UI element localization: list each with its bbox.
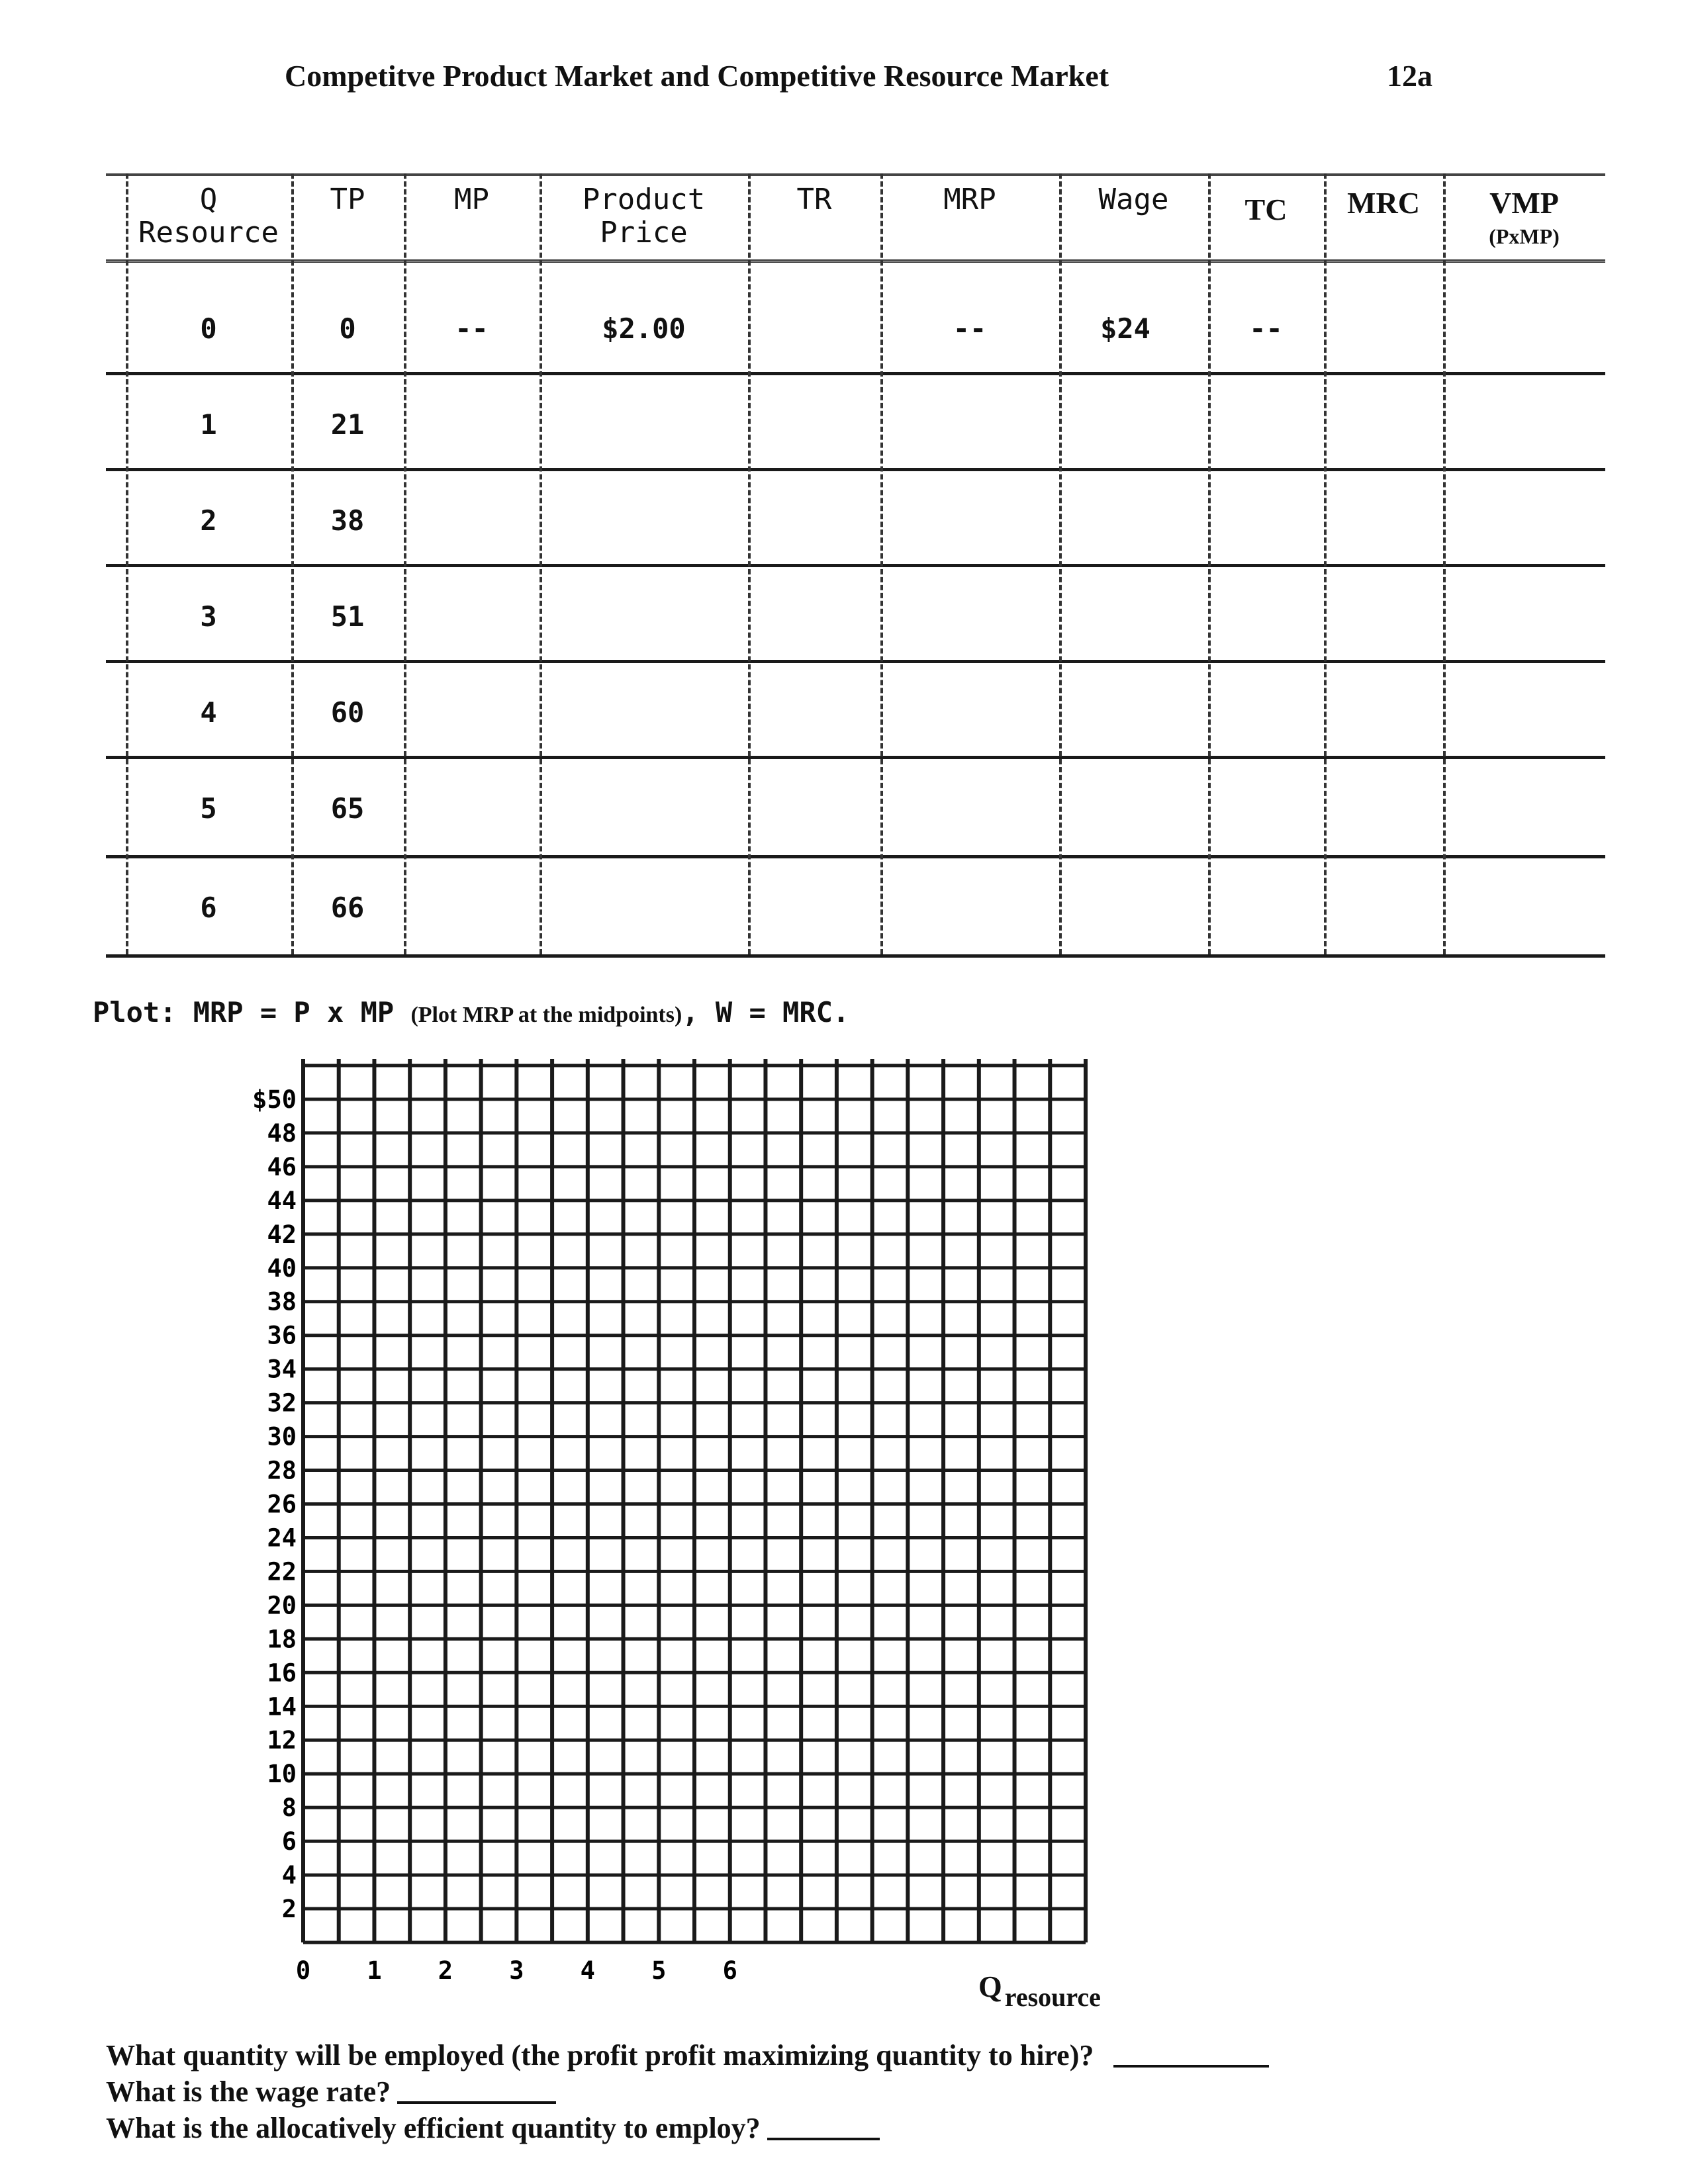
x-tick-label: 5: [651, 1956, 667, 1985]
y-tick-label: 36: [267, 1321, 297, 1350]
y-tick-label: 24: [267, 1524, 297, 1553]
y-tick-label: 4: [281, 1861, 297, 1890]
y-tick-label: 44: [267, 1186, 297, 1215]
col-header-wage: Wage: [1098, 183, 1169, 216]
plot-instruction-note: (Plot MRP at the midpoints): [410, 1003, 682, 1027]
y-tick-label: 30: [267, 1422, 297, 1451]
y-tick-label: 6: [281, 1827, 297, 1856]
cell-q: 3: [200, 600, 217, 633]
answer-blank[interactable]: [397, 2075, 556, 2104]
answer-blank[interactable]: [1113, 2038, 1269, 2068]
y-tick-label: 48: [267, 1118, 297, 1148]
y-tick-label: 10: [267, 1760, 297, 1789]
cell-tp: 60: [330, 696, 365, 729]
cell-wage: $24: [1100, 312, 1150, 345]
y-tick-label: 2: [281, 1895, 297, 1924]
cell-q: 5: [200, 792, 217, 825]
col-header-tc: TC: [1244, 193, 1288, 226]
cell-mp: --: [455, 312, 489, 345]
col-header-mp: MP: [454, 183, 489, 216]
cell-q: 0: [200, 312, 217, 345]
x-tick-label: 4: [580, 1956, 595, 1985]
cell-q: 6: [200, 891, 217, 924]
cell-tp: 51: [330, 600, 365, 633]
y-tick-label: 28: [267, 1456, 297, 1485]
y-tick-label: 38: [267, 1287, 297, 1316]
answer-blank[interactable]: [767, 2111, 880, 2140]
y-tick-label: 26: [267, 1490, 297, 1519]
cell-tp: 66: [330, 891, 365, 924]
col-header-tr: TR: [796, 183, 832, 216]
cell-q: 4: [200, 696, 217, 729]
y-tick-label: 34: [267, 1355, 297, 1384]
y-tick-label: 40: [267, 1253, 297, 1283]
question-efficient-quantity: What is the allocatively efficient quantity to employ?: [106, 2111, 880, 2145]
y-tick-label: 22: [267, 1557, 297, 1586]
x-tick-label: 3: [509, 1956, 524, 1985]
question-wage-rate: What is the wage rate?: [106, 2075, 556, 2109]
col-header-tp: TP: [330, 183, 365, 216]
y-tick-label: 16: [267, 1659, 297, 1688]
cell-tp: 38: [330, 504, 365, 537]
question-quantity-employed: What quantity will be employed (the profit profit maximizing quantity to hire)?: [106, 2038, 1269, 2072]
x-axis-label: Q $_{resource}$: [978, 1970, 1101, 2012]
cell-tc: --: [1249, 312, 1283, 345]
col-header-vmp: VMP (PxMP): [1489, 186, 1560, 248]
plot-instruction-tail: , W = MRC.: [682, 996, 850, 1028]
page-title: Competitve Product Market and Competitive Resource Market: [285, 59, 1109, 93]
page-number: 12a: [1387, 59, 1432, 93]
col-header-mrp: MRP: [943, 183, 996, 216]
cell-tp: 0: [339, 312, 356, 345]
y-tick-label: 42: [267, 1220, 297, 1249]
cell-tp: 65: [330, 792, 365, 825]
plot-instruction-lead: Plot: MRP = P x MP: [93, 996, 395, 1028]
y-tick-label: $50: [252, 1085, 297, 1114]
y-tick-label: 8: [281, 1794, 297, 1823]
cell-mrp: --: [953, 312, 987, 345]
cell-tp: 21: [330, 408, 365, 441]
x-tick-label: 1: [367, 1956, 382, 1985]
y-tick-label: 18: [267, 1625, 297, 1654]
y-tick-label: 46: [267, 1152, 297, 1181]
y-tick-label: 12: [267, 1726, 297, 1755]
x-tick-label: 6: [722, 1956, 737, 1985]
y-tick-label: 32: [267, 1388, 297, 1418]
x-tick-label: 2: [438, 1956, 453, 1985]
x-tick-label: 0: [295, 1956, 311, 1985]
cell-product-price: $2.00: [602, 312, 686, 345]
col-header-q: Q Resource: [138, 183, 279, 250]
cell-q: 2: [200, 504, 217, 537]
col-header-product-price: Product Price: [582, 183, 706, 250]
col-header-mrc: MRC: [1347, 186, 1420, 220]
cell-q: 1: [200, 408, 217, 441]
y-tick-label: 20: [267, 1591, 297, 1620]
y-tick-label: 14: [267, 1692, 297, 1721]
